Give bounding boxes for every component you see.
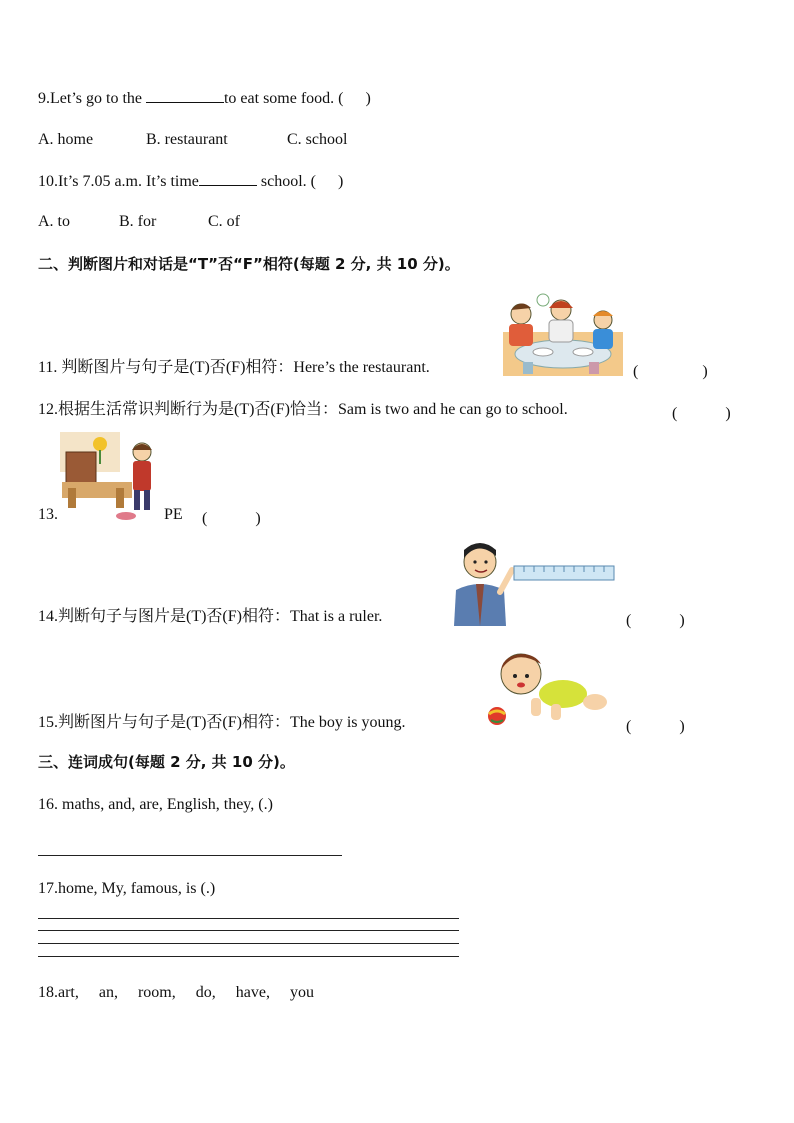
q16-text: 16. maths, and, are, English, they, (.) (38, 796, 273, 813)
q17-text: 17.home, My, famous, is (.) (38, 880, 216, 897)
q14-answer-paren[interactable]: ( ) (626, 612, 685, 629)
q9-line (38, 88, 371, 109)
q16-answer-line[interactable] (38, 855, 342, 856)
q18-text: 18.art, an, room, do, have, you (38, 984, 314, 1001)
teacher-ruler-picture (444, 540, 618, 626)
q9-blank[interactable] (146, 88, 224, 103)
q10-line (38, 171, 343, 192)
q15-text: 15.判断图片与句子是(T)否(F)相符：The boy is young. (38, 714, 406, 731)
q17-answer-line-1[interactable] (38, 918, 459, 919)
q14-text: 14.判断句子与图片是(T)否(F)相符：That is a ruler. (38, 608, 383, 625)
art-class-picture (60, 432, 164, 522)
q9-option-b[interactable]: B. restaurant (146, 131, 228, 148)
q10-text-before: 10.It’s 7.05 a.m. It’s time (38, 173, 199, 190)
q9-text-before: 9.Let’s go to the (38, 90, 146, 107)
q9-option-a[interactable]: A. home (38, 131, 94, 148)
baby-crawling-picture (485, 650, 607, 728)
restaurant-picture (503, 292, 623, 376)
q10-option-c[interactable]: C. of (208, 213, 240, 230)
q13-answer-paren[interactable]: ( ) (202, 510, 261, 527)
q10-option-a[interactable]: A. to (38, 213, 70, 230)
q12-text: 12.根据生活常识判断行为是(T)否(F)恰当：Sam is two and he can go to school. (38, 401, 568, 418)
q9-paren-close: ) (365, 90, 371, 107)
q13-number: 13. (38, 506, 58, 523)
q17-answer-line-2[interactable] (38, 930, 459, 931)
q9-option-c[interactable]: C. school (287, 131, 348, 148)
q15-answer-paren[interactable]: ( ) (626, 718, 685, 735)
q11-answer-paren[interactable]: ( ) (633, 363, 708, 380)
q11-text: 11. 判断图片与句子是(T)否(F)相符：Here’s the restaurant. (38, 359, 430, 376)
q17-answer-line-3[interactable] (38, 943, 459, 944)
q13-word: PE (164, 506, 183, 523)
q10-paren-close: ) (337, 173, 344, 190)
q12-answer-paren[interactable]: ( ) (672, 405, 731, 422)
section-3-title: 三、连词成句(每题 2 分, 共 10 分)。 (38, 753, 295, 771)
q10-blank[interactable] (199, 171, 257, 186)
q10-option-b[interactable]: B. for (119, 213, 157, 230)
q9-text-after: to eat some food. ( (223, 90, 344, 107)
q10-text-after: school. ( (256, 173, 316, 190)
q17-answer-line-4[interactable] (38, 956, 459, 957)
section-2-title: 二、判断图片和对话是“T”否“F”相符(每题 2 分, 共 10 分)。 (38, 255, 460, 273)
